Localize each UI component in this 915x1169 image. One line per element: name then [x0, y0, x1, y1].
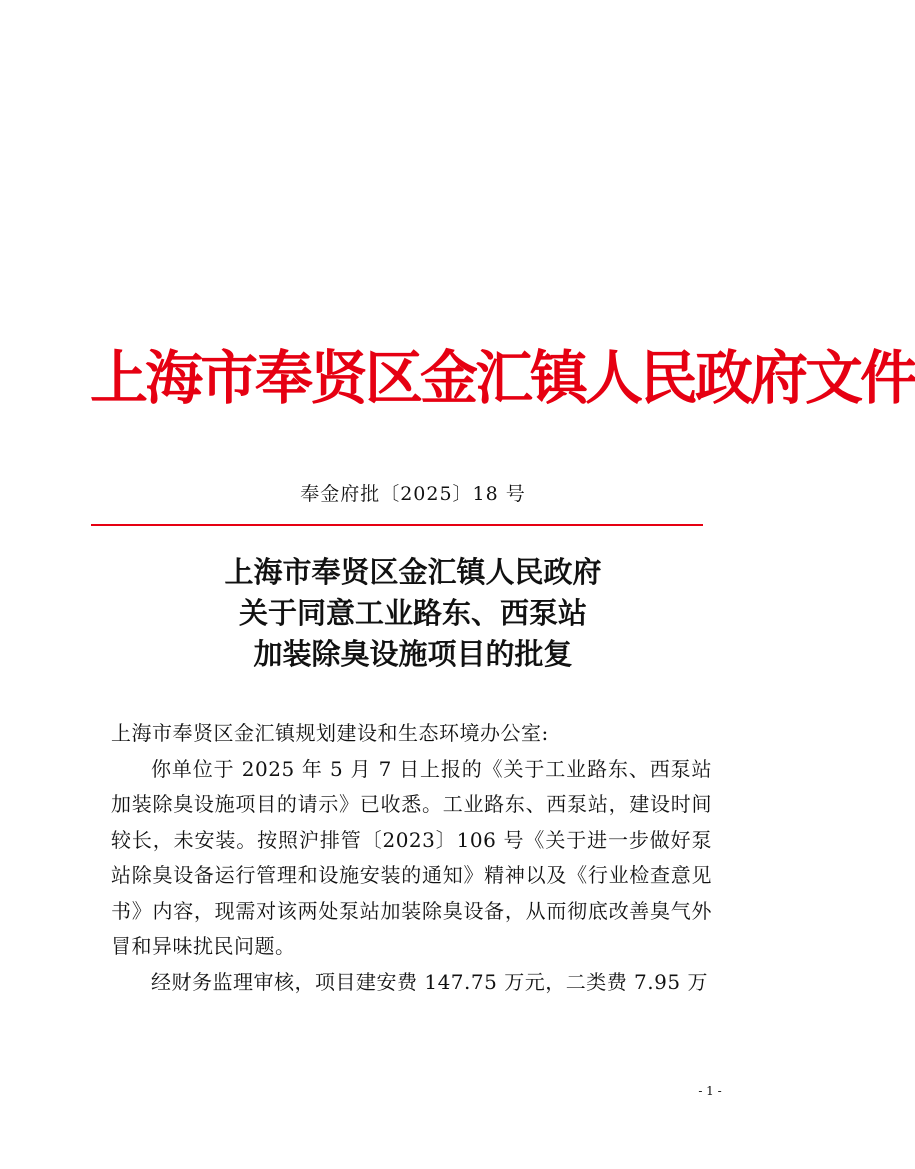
document-title: [0, 552, 826, 675]
page-number: - 1 -: [698, 1084, 722, 1098]
title-line-3: 加装除臭设施项目的批复: [253, 637, 573, 671]
body-paragraph-2: 经财务监理审核，项目建安费 147.75 万元，二类费 7.95 万: [151, 969, 708, 994]
issuer-masthead: 上海市奉贤区金汇镇人民政府文件: [90, 344, 915, 412]
body-paragraph-1: 你单位于 2025 年 5 月 7 日上报的《关于工业路东、西泵站加装除臭设施项目的请示》已收悉。工业路东、西泵站，建设时间较长，未安装。按照沪排管〔2023〕106 号《关于进一步做好泵站除臭设备运行管理和设施安装的通知》精神以及《行业检查意见书》内容，现需对该两处泵站加装除臭设备，从而彻底改善臭气外冒和异味扰民问题。: [111, 756, 712, 958]
addressee: 上海市奉贤区金汇镇规划建设和生态环境办公室:: [111, 721, 549, 745]
document-number: 奉金府批〔2025〕18 号: [300, 483, 526, 505]
red-divider-line: [91, 524, 703, 526]
document-body: [111, 716, 712, 1000]
title-line-1: 上海市奉贤区金汇镇人民政府: [224, 555, 602, 589]
title-line-2: 关于同意工业路东、西泵站: [238, 596, 587, 630]
